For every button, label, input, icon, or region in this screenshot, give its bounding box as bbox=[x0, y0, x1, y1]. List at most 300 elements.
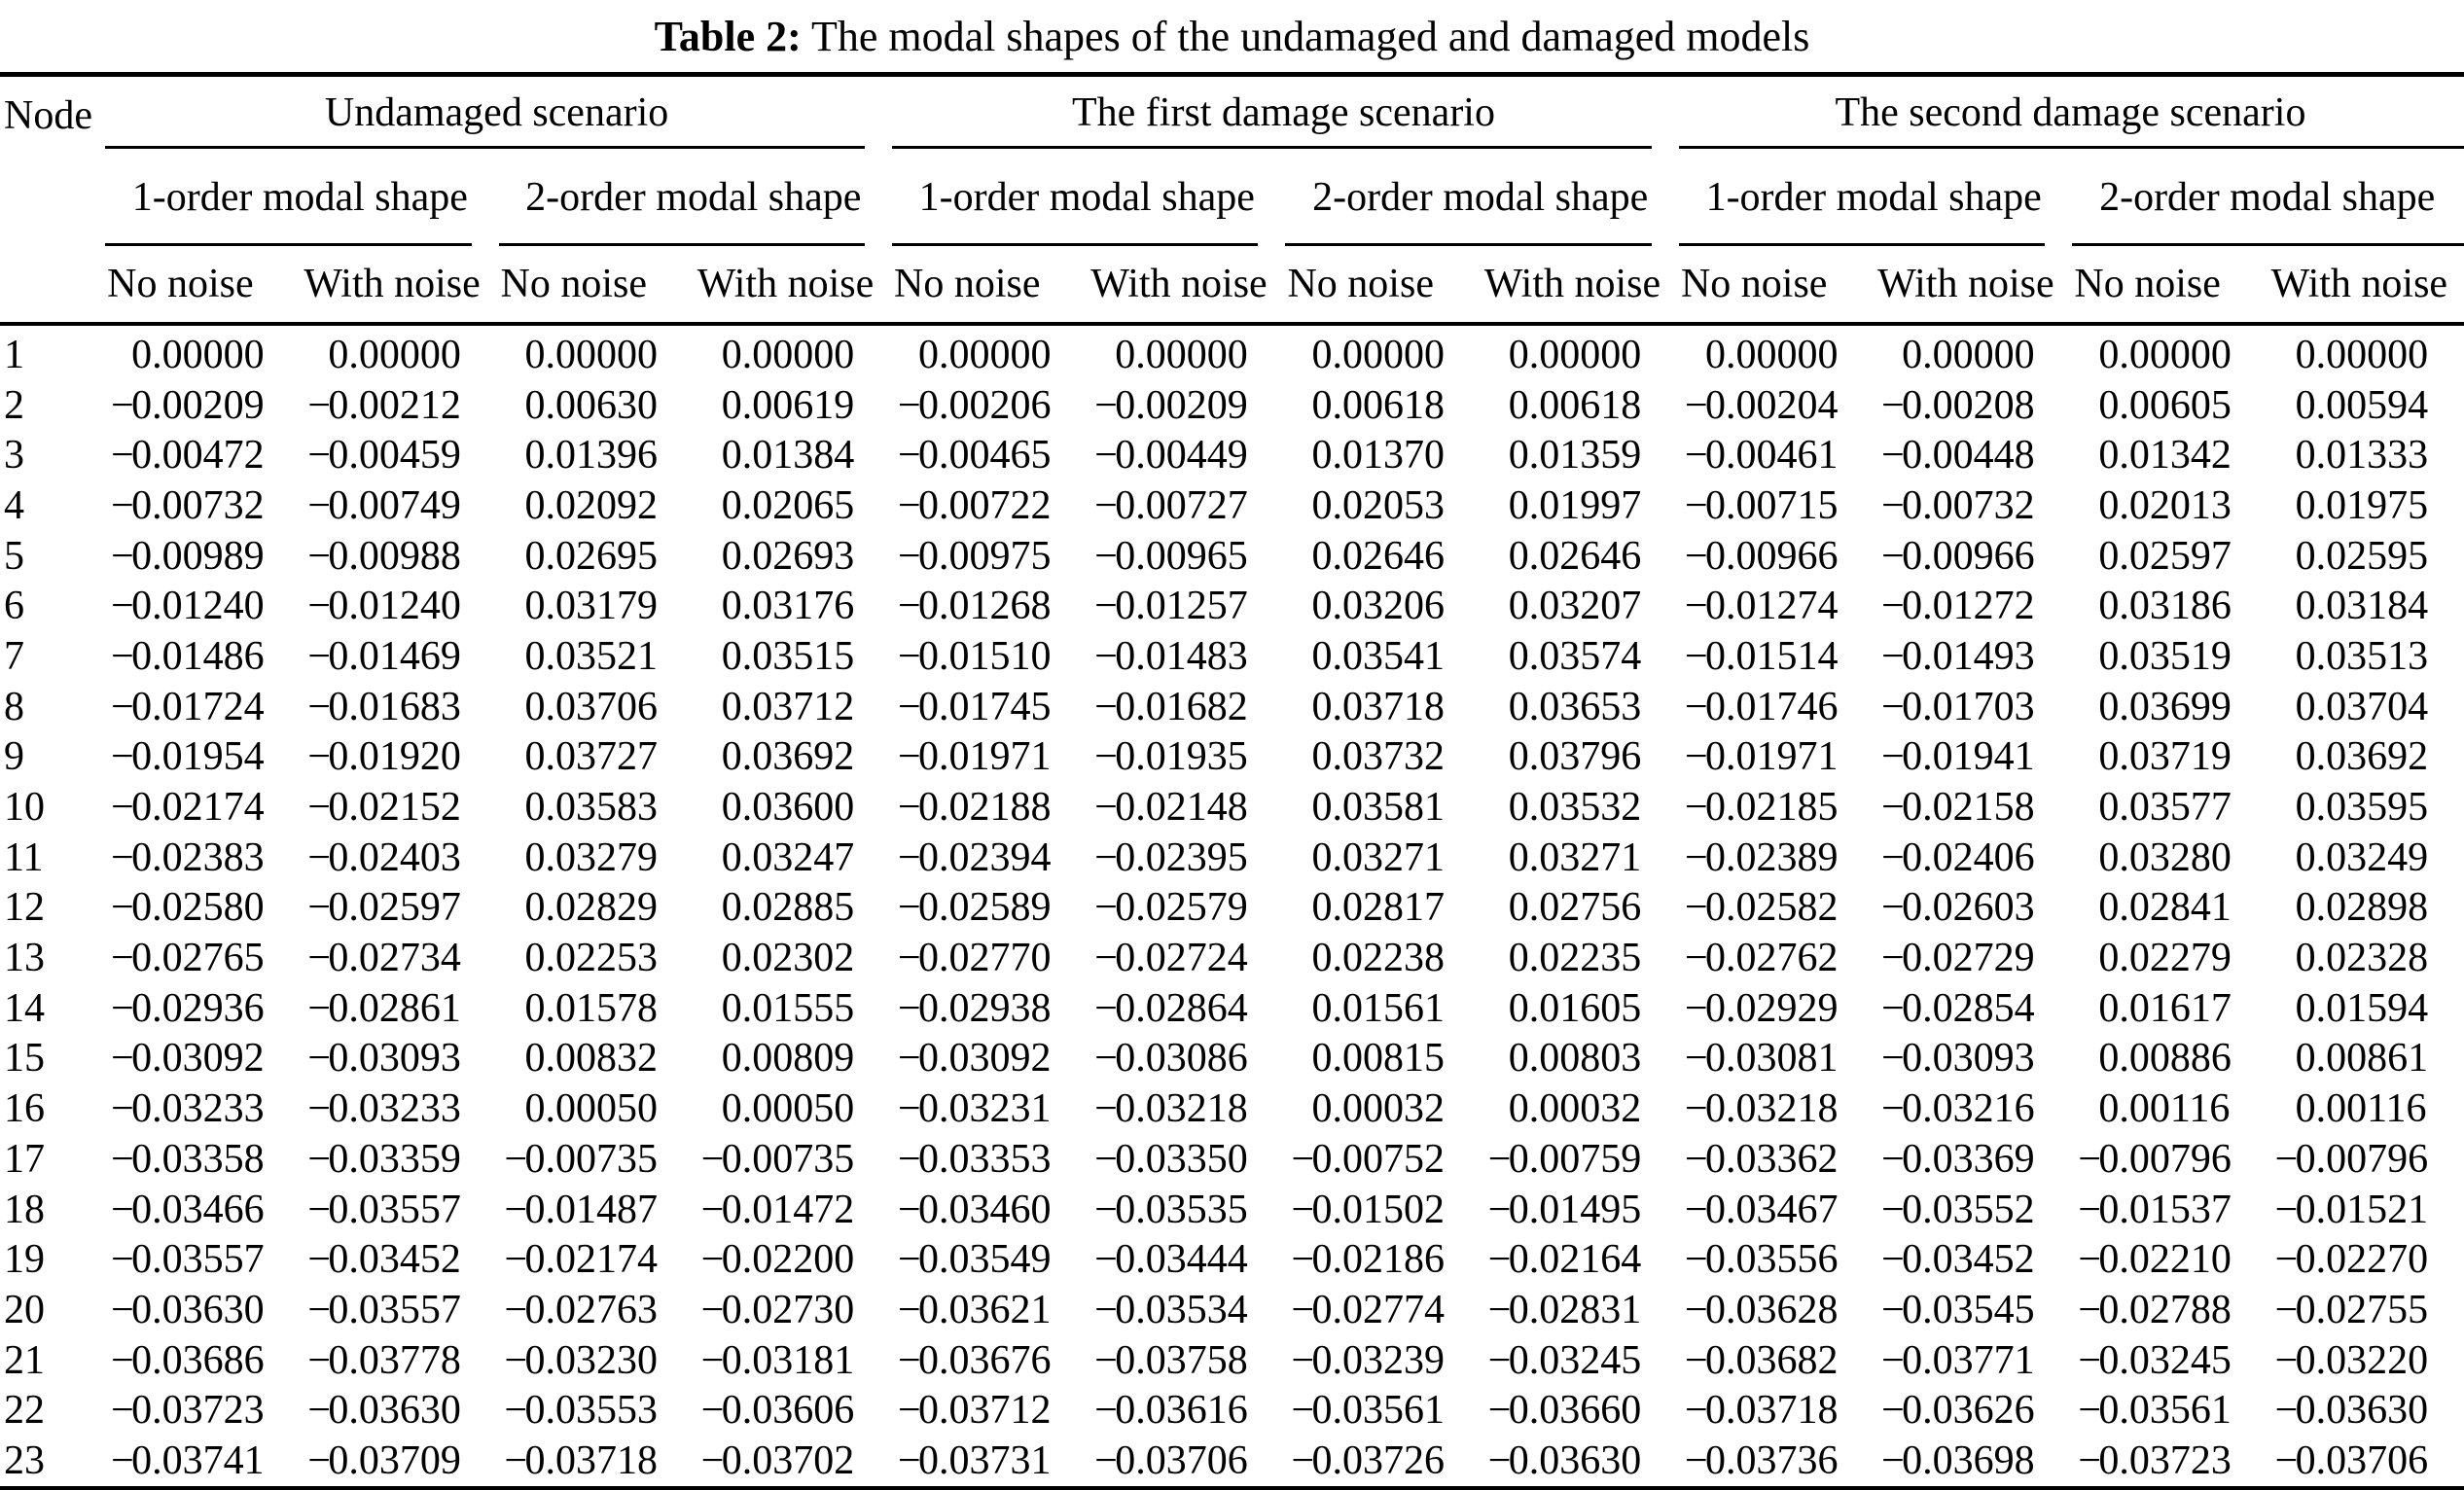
value-cell: −0.03723 bbox=[2078, 1437, 2232, 1483]
table-row bbox=[0, 380, 2464, 431]
table-row bbox=[0, 1234, 2464, 1285]
value-cell: −0.00989 bbox=[111, 533, 265, 579]
value-cell: −0.03216 bbox=[1881, 1086, 2035, 1132]
node-cell: 14 bbox=[4, 985, 45, 1031]
value-cell: 0.00000 bbox=[1508, 332, 1642, 377]
value-cell: 0.03279 bbox=[524, 834, 659, 880]
value-cell: −0.03626 bbox=[1881, 1388, 2035, 1434]
value-cell: −0.00735 bbox=[504, 1136, 659, 1182]
order-header-label: 1-order modal shape bbox=[131, 175, 468, 220]
value-cell: −0.00732 bbox=[111, 482, 265, 528]
node-cell: 10 bbox=[4, 785, 45, 831]
value-cell: −0.03230 bbox=[504, 1337, 659, 1383]
value-cell: 0.01396 bbox=[524, 433, 659, 479]
value-cell: 0.02328 bbox=[2295, 936, 2429, 981]
value-cell: −0.02582 bbox=[1684, 885, 1839, 931]
table-row bbox=[0, 732, 2464, 783]
value-cell: 0.00832 bbox=[524, 1036, 659, 1082]
value-cell: 0.02092 bbox=[524, 482, 659, 528]
value-cell: −0.03233 bbox=[111, 1086, 265, 1132]
value-cell: −0.02579 bbox=[1094, 885, 1248, 931]
value-cell: 0.03186 bbox=[2098, 584, 2232, 629]
value-cell: −0.01483 bbox=[1094, 633, 1248, 679]
value-cell: −0.03621 bbox=[898, 1287, 1052, 1332]
value-cell: −0.02152 bbox=[307, 785, 461, 831]
value-cell: −0.00204 bbox=[1684, 382, 1839, 428]
value-cell: −0.03630 bbox=[111, 1287, 265, 1332]
value-cell: −0.02854 bbox=[1881, 985, 2035, 1031]
order-header-2 bbox=[497, 149, 890, 246]
value-cell: −0.03561 bbox=[1291, 1388, 1445, 1434]
value-cell: 0.00000 bbox=[2295, 332, 2429, 377]
value-cell: 0.03692 bbox=[721, 734, 855, 780]
node-cell: 11 bbox=[4, 834, 44, 880]
order-header-2 bbox=[2070, 149, 2464, 246]
table-caption-label: Table 2: bbox=[654, 13, 802, 60]
noise-header-no: No noise bbox=[2070, 246, 2267, 324]
value-cell: 0.00630 bbox=[524, 382, 659, 428]
value-cell: −0.03534 bbox=[1094, 1287, 1248, 1332]
value-cell: −0.02763 bbox=[504, 1287, 659, 1332]
value-cell: −0.03092 bbox=[111, 1036, 265, 1082]
value-cell: −0.03630 bbox=[2274, 1388, 2429, 1434]
value-cell: −0.03218 bbox=[1684, 1086, 1839, 1132]
value-cell: −0.01745 bbox=[898, 684, 1052, 729]
value-cell: 0.03704 bbox=[2295, 684, 2429, 729]
group-header-label: The first damage scenario bbox=[1072, 90, 1495, 135]
value-cell: −0.01272 bbox=[1881, 584, 2035, 629]
value-cell: −0.03233 bbox=[307, 1086, 461, 1132]
value-cell: −0.03778 bbox=[307, 1337, 461, 1383]
value-cell: 0.03515 bbox=[721, 633, 855, 679]
value-cell: 0.03519 bbox=[2098, 633, 2232, 679]
value-cell: 0.03653 bbox=[1508, 684, 1642, 729]
value-cell: −0.01240 bbox=[307, 584, 461, 629]
value-cell: 0.00618 bbox=[1311, 382, 1445, 428]
value-cell: −0.00966 bbox=[1881, 533, 2035, 579]
value-cell: 0.00000 bbox=[524, 332, 659, 377]
noise-header-no: No noise bbox=[103, 246, 300, 324]
node-cell: 16 bbox=[4, 1086, 45, 1132]
value-cell: 0.00803 bbox=[1508, 1036, 1642, 1082]
value-cell: −0.03676 bbox=[898, 1337, 1052, 1383]
value-cell: −0.03606 bbox=[700, 1388, 855, 1434]
value-cell: −0.02762 bbox=[1684, 936, 1839, 981]
value-cell: 0.03207 bbox=[1508, 584, 1642, 629]
value-cell: −0.00749 bbox=[307, 482, 461, 528]
node-cell: 23 bbox=[4, 1437, 45, 1483]
value-cell: 0.00000 bbox=[2098, 332, 2232, 377]
value-cell: −0.01683 bbox=[307, 684, 461, 729]
value-cell: −0.00449 bbox=[1094, 433, 1248, 479]
value-cell: 0.00000 bbox=[1902, 332, 2035, 377]
table-row bbox=[0, 983, 2464, 1034]
value-cell: 0.01605 bbox=[1508, 985, 1642, 1031]
value-cell: 0.02238 bbox=[1311, 936, 1445, 981]
value-cell: 0.03532 bbox=[1508, 785, 1642, 831]
value-cell: −0.03723 bbox=[111, 1388, 265, 1434]
value-cell: 0.02829 bbox=[524, 885, 659, 931]
value-cell: 0.01370 bbox=[1311, 433, 1445, 479]
value-cell: −0.03231 bbox=[898, 1086, 1052, 1132]
value-cell: −0.01257 bbox=[1094, 584, 1248, 629]
value-cell: −0.01274 bbox=[1684, 584, 1839, 629]
value-cell: 0.03184 bbox=[2295, 584, 2429, 629]
value-cell: −0.03467 bbox=[1684, 1187, 1839, 1232]
value-cell: −0.02755 bbox=[2274, 1287, 2429, 1332]
value-cell: −0.02597 bbox=[307, 885, 461, 931]
noise-header-row bbox=[0, 246, 2464, 324]
value-cell: 0.03581 bbox=[1311, 785, 1445, 831]
value-cell: 0.02595 bbox=[2295, 533, 2429, 579]
value-cell: −0.02406 bbox=[1881, 834, 2035, 880]
value-cell: −0.02174 bbox=[504, 1237, 659, 1283]
value-cell: −0.01971 bbox=[898, 734, 1052, 780]
value-cell: −0.03245 bbox=[1487, 1337, 1642, 1383]
value-cell: −0.00209 bbox=[1094, 382, 1248, 428]
value-cell: −0.01746 bbox=[1684, 684, 1839, 729]
order-underline bbox=[892, 243, 1258, 246]
value-cell: 0.00000 bbox=[1704, 332, 1839, 377]
value-cell: −0.02589 bbox=[898, 885, 1052, 931]
value-cell: 0.03280 bbox=[2098, 834, 2232, 880]
value-cell: 0.00032 bbox=[1508, 1086, 1642, 1132]
value-cell: −0.00759 bbox=[1487, 1136, 1642, 1182]
node-cell: 15 bbox=[4, 1036, 45, 1082]
noise-header-no: No noise bbox=[890, 246, 1087, 324]
node-cell: 12 bbox=[4, 885, 45, 931]
value-cell: 0.01594 bbox=[2295, 985, 2429, 1031]
value-cell: −0.03220 bbox=[2274, 1337, 2429, 1383]
noise-header-no: No noise bbox=[1677, 246, 1874, 324]
value-cell: −0.02383 bbox=[111, 834, 265, 880]
value-cell: 0.01342 bbox=[2098, 433, 2232, 479]
value-cell: −0.01268 bbox=[898, 584, 1052, 629]
node-cell: 17 bbox=[4, 1136, 45, 1182]
node-cell: 8 bbox=[4, 684, 24, 729]
node-cell: 20 bbox=[4, 1287, 45, 1332]
value-cell: −0.02603 bbox=[1881, 885, 2035, 931]
value-cell: −0.03452 bbox=[307, 1237, 461, 1283]
value-cell: 0.03699 bbox=[2098, 684, 2232, 729]
value-cell: −0.03460 bbox=[898, 1187, 1052, 1232]
value-cell: 0.00000 bbox=[721, 332, 855, 377]
value-cell: −0.00209 bbox=[111, 382, 265, 428]
value-cell: 0.03206 bbox=[1311, 584, 1445, 629]
node-cell: 3 bbox=[4, 433, 24, 479]
value-cell: −0.01971 bbox=[1684, 734, 1839, 780]
value-cell: −0.01537 bbox=[2078, 1187, 2232, 1232]
value-cell: −0.03709 bbox=[307, 1437, 461, 1483]
value-cell: −0.02788 bbox=[2078, 1287, 2232, 1332]
node-cell: 21 bbox=[4, 1337, 45, 1383]
node-cell: 2 bbox=[4, 382, 24, 428]
table-row bbox=[0, 782, 2464, 833]
value-cell: 0.00000 bbox=[328, 332, 461, 377]
value-cell: −0.03758 bbox=[1094, 1337, 1248, 1383]
value-cell: −0.03712 bbox=[898, 1388, 1052, 1434]
order-header-1 bbox=[103, 149, 496, 246]
value-cell: −0.03552 bbox=[1881, 1187, 2035, 1232]
value-cell: −0.02729 bbox=[1881, 936, 2035, 981]
noise-header-with: With noise bbox=[1087, 246, 1283, 324]
value-cell: −0.01941 bbox=[1881, 734, 2035, 780]
value-cell: −0.03726 bbox=[1291, 1437, 1445, 1483]
value-cell: −0.03359 bbox=[307, 1136, 461, 1182]
order-underline bbox=[105, 243, 471, 246]
table-row bbox=[0, 480, 2464, 531]
value-cell: −0.03350 bbox=[1094, 1136, 1248, 1182]
value-cell: 0.03583 bbox=[524, 785, 659, 831]
value-cell: −0.01240 bbox=[111, 584, 265, 629]
value-cell: −0.02158 bbox=[1881, 785, 2035, 831]
value-cell: −0.03218 bbox=[1094, 1086, 1248, 1132]
value-cell: −0.02174 bbox=[111, 785, 265, 831]
table-row bbox=[0, 1285, 2464, 1335]
value-cell: −0.03239 bbox=[1291, 1337, 1445, 1383]
noise-header-with: With noise bbox=[694, 246, 890, 324]
order-header-1 bbox=[1677, 149, 2070, 246]
value-cell: −0.02770 bbox=[898, 936, 1052, 981]
node-column-header: Node bbox=[0, 75, 103, 325]
value-cell: 0.03247 bbox=[721, 834, 855, 880]
order-header-label: 1-order modal shape bbox=[918, 175, 1255, 220]
value-cell: −0.01495 bbox=[1487, 1187, 1642, 1232]
value-cell: 0.03271 bbox=[1311, 834, 1445, 880]
value-cell: −0.02580 bbox=[111, 885, 265, 931]
value-cell: −0.00796 bbox=[2078, 1136, 2232, 1182]
group-header-undamaged bbox=[103, 75, 890, 150]
order-underline bbox=[1679, 243, 2045, 246]
value-cell: 0.02756 bbox=[1508, 885, 1642, 931]
value-cell: 0.00618 bbox=[1508, 382, 1642, 428]
value-cell: −0.01682 bbox=[1094, 684, 1248, 729]
node-cell: 7 bbox=[4, 633, 24, 679]
table-row bbox=[0, 682, 2464, 732]
value-cell: −0.03628 bbox=[1684, 1287, 1839, 1332]
value-cell: −0.02864 bbox=[1094, 985, 1248, 1031]
value-cell: 0.03249 bbox=[2295, 834, 2429, 880]
value-cell: 0.03732 bbox=[1311, 734, 1445, 780]
value-cell: −0.01703 bbox=[1881, 684, 2035, 729]
value-cell: 0.03521 bbox=[524, 633, 659, 679]
value-cell: −0.03660 bbox=[1487, 1388, 1642, 1434]
scenario-header-row bbox=[0, 75, 2464, 150]
value-cell: 0.00000 bbox=[131, 332, 265, 377]
node-cell: 4 bbox=[4, 482, 24, 528]
value-cell: 0.03574 bbox=[1508, 633, 1642, 679]
modal-shapes-table bbox=[0, 72, 2464, 1490]
value-cell: −0.03718 bbox=[504, 1437, 659, 1483]
value-cell: 0.03271 bbox=[1508, 834, 1642, 880]
value-cell: −0.02270 bbox=[2274, 1237, 2429, 1283]
value-cell: −0.03092 bbox=[898, 1036, 1052, 1082]
value-cell: −0.01514 bbox=[1684, 633, 1839, 679]
table-row bbox=[0, 430, 2464, 480]
value-cell: 0.02817 bbox=[1311, 885, 1445, 931]
value-cell: −0.01472 bbox=[700, 1187, 855, 1232]
value-cell: 0.00050 bbox=[524, 1086, 659, 1132]
node-cell: 5 bbox=[4, 533, 24, 579]
value-cell: 0.00050 bbox=[721, 1086, 855, 1132]
value-cell: 0.02279 bbox=[2098, 936, 2232, 981]
value-cell: 0.03718 bbox=[1311, 684, 1445, 729]
value-cell: −0.03686 bbox=[111, 1337, 265, 1383]
value-cell: 0.01561 bbox=[1311, 985, 1445, 1031]
value-cell: −0.00965 bbox=[1094, 533, 1248, 579]
value-cell: 0.01384 bbox=[721, 433, 855, 479]
value-cell: −0.03557 bbox=[307, 1287, 461, 1332]
noise-header-with: With noise bbox=[1481, 246, 1677, 324]
value-cell: 0.03796 bbox=[1508, 734, 1642, 780]
value-cell: −0.03549 bbox=[898, 1237, 1052, 1283]
value-cell: −0.03093 bbox=[1881, 1036, 2035, 1082]
value-cell: −0.00465 bbox=[898, 433, 1052, 479]
value-cell: 0.02065 bbox=[721, 482, 855, 528]
value-cell: 0.01578 bbox=[524, 985, 659, 1031]
value-cell: −0.01493 bbox=[1881, 633, 2035, 679]
value-cell: −0.03630 bbox=[1487, 1437, 1642, 1483]
value-cell: −0.02724 bbox=[1094, 936, 1248, 981]
table-row bbox=[0, 1436, 2464, 1488]
node-cell: 19 bbox=[4, 1237, 45, 1283]
value-cell: −0.02200 bbox=[700, 1237, 855, 1283]
value-cell: −0.02186 bbox=[1291, 1237, 1445, 1283]
value-cell: −0.03698 bbox=[1881, 1437, 2035, 1483]
value-cell: −0.01521 bbox=[2274, 1187, 2429, 1232]
value-cell: −0.00727 bbox=[1094, 482, 1248, 528]
value-cell: 0.00619 bbox=[721, 382, 855, 428]
table-body bbox=[0, 324, 2464, 1488]
value-cell: 0.02053 bbox=[1311, 482, 1445, 528]
value-cell: 0.03577 bbox=[2098, 785, 2232, 831]
value-cell: −0.03466 bbox=[111, 1187, 265, 1232]
group-header-label: The second damage scenario bbox=[1835, 90, 2306, 135]
value-cell: −0.02389 bbox=[1684, 834, 1839, 880]
node-cell: 1 bbox=[4, 332, 24, 377]
value-cell: 0.01997 bbox=[1508, 482, 1642, 528]
value-cell: −0.01935 bbox=[1094, 734, 1248, 780]
order-underline bbox=[499, 243, 865, 246]
value-cell: −0.00796 bbox=[2274, 1136, 2429, 1182]
value-cell: −0.00206 bbox=[898, 382, 1052, 428]
value-cell: −0.02185 bbox=[1684, 785, 1839, 831]
value-cell: 0.00594 bbox=[2295, 382, 2429, 428]
value-cell: −0.01954 bbox=[111, 734, 265, 780]
value-cell: −0.00975 bbox=[898, 533, 1052, 579]
value-cell: 0.00116 bbox=[2098, 1086, 2231, 1132]
value-cell: 0.02841 bbox=[2098, 885, 2232, 931]
value-cell: −0.03557 bbox=[111, 1237, 265, 1283]
value-cell: −0.02188 bbox=[898, 785, 1052, 831]
value-cell: 0.03706 bbox=[524, 684, 659, 729]
value-cell: 0.02597 bbox=[2098, 533, 2232, 579]
noise-header-with: With noise bbox=[1874, 246, 2070, 324]
value-cell: −0.03702 bbox=[700, 1437, 855, 1483]
value-cell: −0.03682 bbox=[1684, 1337, 1839, 1383]
value-cell: −0.03630 bbox=[307, 1388, 461, 1434]
order-header-label: 1-order modal shape bbox=[1705, 175, 2042, 220]
table-row bbox=[0, 883, 2464, 934]
value-cell: 0.01617 bbox=[2098, 985, 2232, 1031]
node-cell: 22 bbox=[4, 1388, 45, 1434]
value-cell: 0.01975 bbox=[2295, 482, 2429, 528]
value-cell: 0.00000 bbox=[918, 332, 1052, 377]
value-cell: −0.03444 bbox=[1094, 1237, 1248, 1283]
value-cell: −0.00732 bbox=[1881, 482, 2035, 528]
value-cell: 0.02646 bbox=[1311, 533, 1445, 579]
value-cell: 0.01555 bbox=[721, 985, 855, 1031]
value-cell: −0.02936 bbox=[111, 985, 265, 1031]
value-cell: 0.03513 bbox=[2295, 633, 2429, 679]
value-cell: −0.03771 bbox=[1881, 1337, 2035, 1383]
node-cell: 6 bbox=[4, 584, 24, 629]
table-row bbox=[0, 1185, 2464, 1235]
value-cell: −0.02395 bbox=[1094, 834, 1248, 880]
node-cell: 13 bbox=[4, 936, 45, 981]
value-cell: 0.02646 bbox=[1508, 533, 1642, 579]
value-cell: −0.02210 bbox=[2078, 1237, 2232, 1283]
value-cell: −0.01502 bbox=[1291, 1187, 1445, 1232]
value-cell: −0.02148 bbox=[1094, 785, 1248, 831]
node-cell: 9 bbox=[4, 734, 24, 780]
value-cell: −0.03556 bbox=[1684, 1237, 1839, 1283]
value-cell: −0.03561 bbox=[2078, 1388, 2232, 1434]
value-cell: −0.03358 bbox=[111, 1136, 265, 1182]
value-cell: −0.02929 bbox=[1684, 985, 1839, 1031]
value-cell: 0.02898 bbox=[2295, 885, 2429, 931]
value-cell: −0.03706 bbox=[2274, 1437, 2429, 1483]
value-cell: −0.00722 bbox=[898, 482, 1052, 528]
value-cell: 0.02302 bbox=[721, 936, 855, 981]
value-cell: −0.01487 bbox=[504, 1187, 659, 1232]
value-cell: 0.00605 bbox=[2098, 382, 2232, 428]
value-cell: −0.02861 bbox=[307, 985, 461, 1031]
value-cell: −0.03535 bbox=[1094, 1187, 1248, 1232]
value-cell: −0.03452 bbox=[1881, 1237, 2035, 1283]
value-cell: −0.03353 bbox=[898, 1136, 1052, 1182]
value-cell: 0.00000 bbox=[1115, 332, 1248, 377]
value-cell: −0.03545 bbox=[1881, 1287, 2035, 1332]
value-cell: −0.02938 bbox=[898, 985, 1052, 1031]
value-cell: −0.00715 bbox=[1684, 482, 1839, 528]
value-cell: 0.00861 bbox=[2295, 1036, 2429, 1082]
node-cell: 18 bbox=[4, 1187, 45, 1232]
value-cell: 0.03600 bbox=[721, 785, 855, 831]
group-header-second-damage bbox=[1677, 75, 2464, 150]
table-row bbox=[0, 833, 2464, 883]
value-cell: −0.00448 bbox=[1881, 433, 2035, 479]
value-cell: −0.00459 bbox=[307, 433, 461, 479]
order-header-label: 2-order modal shape bbox=[1312, 175, 1649, 220]
value-cell: −0.03181 bbox=[700, 1337, 855, 1383]
noise-header-no: No noise bbox=[497, 246, 694, 324]
value-cell: −0.03616 bbox=[1094, 1388, 1248, 1434]
table-row bbox=[0, 1335, 2464, 1386]
value-cell: 0.02235 bbox=[1508, 936, 1642, 981]
value-cell: −0.03741 bbox=[111, 1437, 265, 1483]
table-row bbox=[0, 1385, 2464, 1436]
value-cell: 0.02885 bbox=[721, 885, 855, 931]
value-cell: −0.03736 bbox=[1684, 1437, 1839, 1483]
value-cell: −0.02774 bbox=[1291, 1287, 1445, 1332]
value-cell: −0.00752 bbox=[1291, 1136, 1445, 1182]
order-header-label: 2-order modal shape bbox=[2099, 175, 2436, 220]
value-cell: 0.02695 bbox=[524, 533, 659, 579]
value-cell: 0.03727 bbox=[524, 734, 659, 780]
table-header bbox=[0, 75, 2464, 325]
value-cell: −0.01486 bbox=[111, 633, 265, 679]
